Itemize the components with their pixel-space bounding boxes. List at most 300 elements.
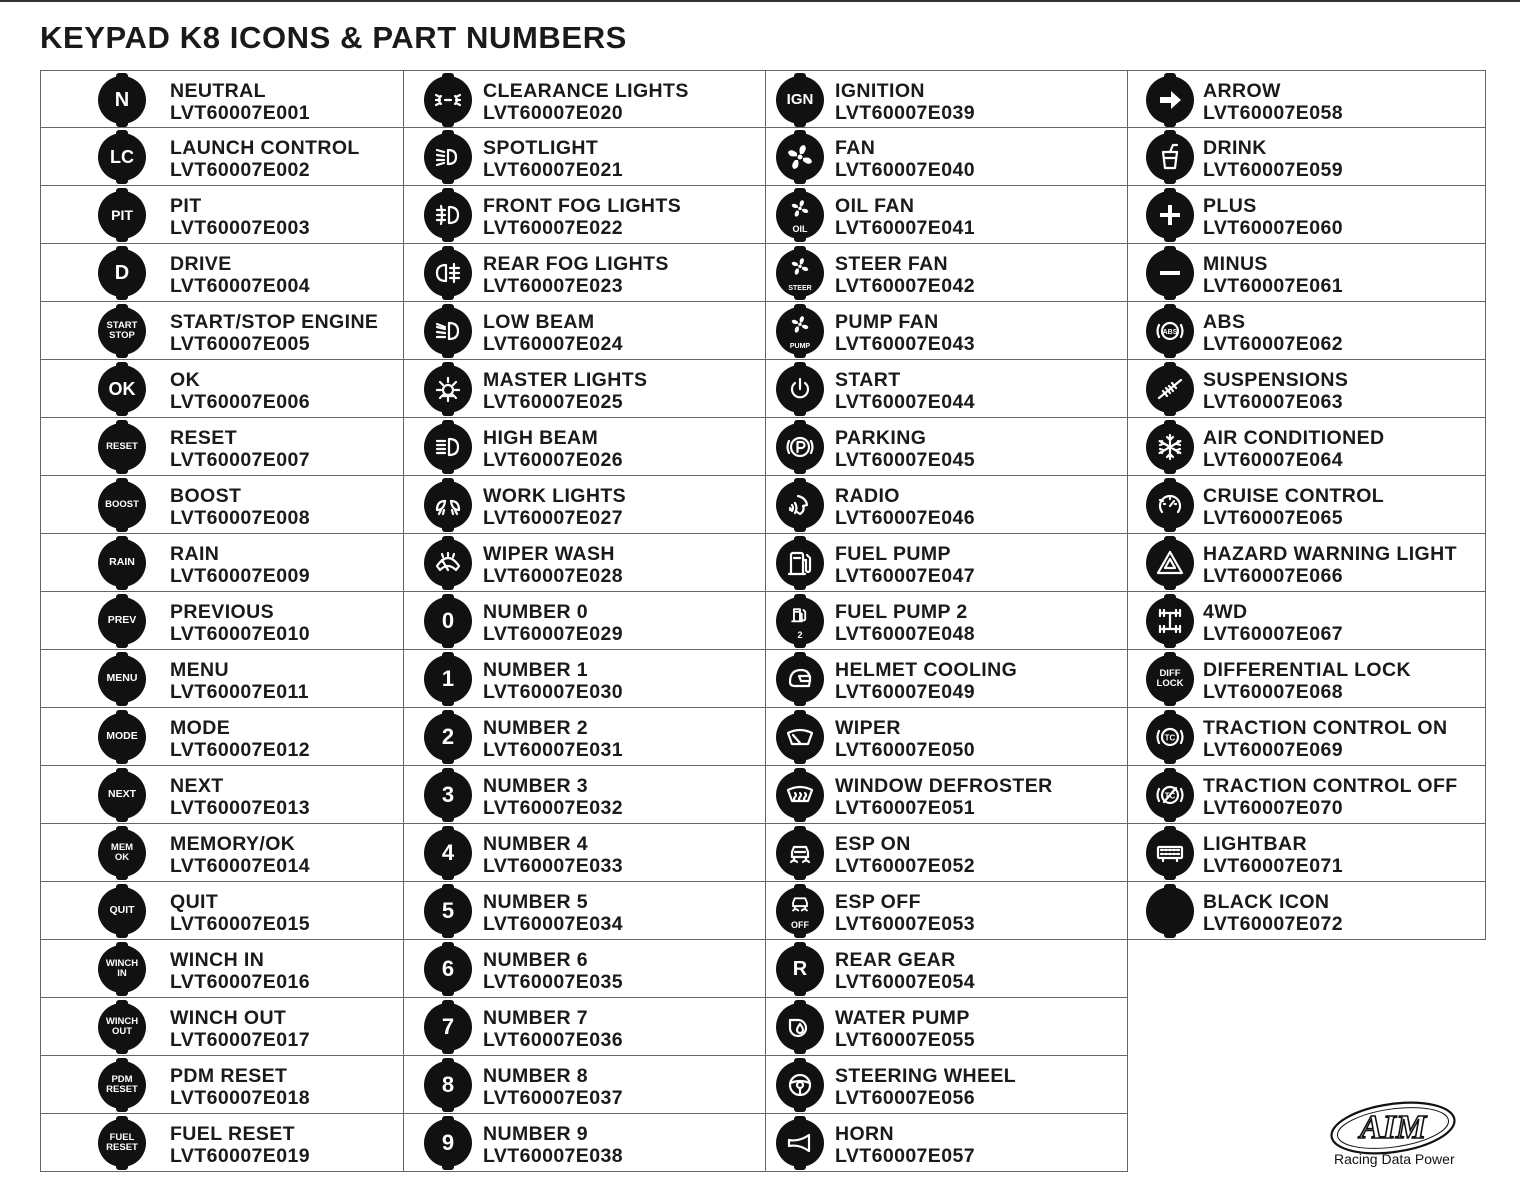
- icon-mount-tab: [442, 768, 454, 773]
- part-number: LVT60007E005: [170, 332, 310, 355]
- icon-mount-tab: [116, 701, 128, 706]
- icon-label: [170, 312, 378, 355]
- icon-mount-tab: [1164, 826, 1176, 831]
- svg-text:TC: TC: [1164, 791, 1176, 801]
- icon-mount-tab: [442, 362, 454, 367]
- helmet-icon: [776, 655, 824, 703]
- icon-cell: [1128, 592, 1486, 650]
- icon-cell: [766, 940, 1128, 998]
- part-number: LVT60007E023: [483, 274, 623, 297]
- icon-mount-tab: [794, 179, 806, 184]
- icon-label: [835, 312, 975, 355]
- part-number: LVT60007E009: [170, 564, 310, 587]
- icon-cell: [766, 650, 1128, 708]
- minus-icon: [1146, 249, 1194, 297]
- icon-mount-tab: [116, 759, 128, 764]
- icon-name: DRIVE: [170, 253, 232, 275]
- water-pump-icon: [776, 1003, 824, 1051]
- icon-mount-tab: [794, 826, 806, 831]
- part-number: LVT60007E020: [483, 101, 623, 124]
- icon-mount-tab: [1164, 362, 1176, 367]
- icon-mount-tab: [116, 179, 128, 184]
- icon-mount-tab: [1164, 585, 1176, 590]
- icon-name: RADIO: [835, 485, 900, 507]
- icon-label: [1203, 834, 1343, 877]
- wiper-wash-icon: [424, 539, 472, 587]
- text-glyph-icon: DIFF LOCK: [1146, 655, 1194, 703]
- text-glyph-icon: RESET: [98, 423, 146, 471]
- part-number: LVT60007E065: [1203, 506, 1343, 529]
- icon-mount-tab: [442, 122, 454, 127]
- icon-mount-tab: [116, 1165, 128, 1170]
- icon-sub-label: OIL: [792, 223, 808, 234]
- icon-mount-tab: [1164, 643, 1176, 648]
- icon-label: [483, 370, 647, 413]
- part-number: LVT60007E015: [170, 912, 310, 935]
- icon-name: MINUS: [1203, 253, 1268, 275]
- part-number: LVT60007E031: [483, 738, 623, 761]
- icon-cell: [766, 476, 1128, 534]
- icon-label: [483, 950, 623, 993]
- icon-label: [483, 1066, 623, 1109]
- icon-mount-tab: [116, 1107, 128, 1112]
- icon-cell: [40, 70, 404, 128]
- icon-cell: [40, 418, 404, 476]
- icon-cell: [1128, 882, 1486, 940]
- icon-label: [1203, 602, 1343, 645]
- icon-mount-tab: [794, 991, 806, 996]
- icon-name: FRONT FOG LIGHTS: [483, 195, 682, 217]
- part-number: LVT60007E033: [483, 854, 623, 877]
- icon-cell: [40, 708, 404, 766]
- icon-name: PARKING: [835, 427, 927, 449]
- icon-name: NEUTRAL: [170, 80, 266, 102]
- icon-mount-tab: [1164, 536, 1176, 541]
- icon-mount-tab: [1164, 295, 1176, 300]
- icon-label: [835, 660, 1017, 703]
- icon-mount-tab: [442, 826, 454, 831]
- icon-cell: [766, 882, 1128, 940]
- icon-cell: [404, 244, 766, 302]
- part-number: LVT60007E071: [1203, 854, 1343, 877]
- icon-name: REAR FOG LIGHTS: [483, 253, 669, 275]
- icon-mount-tab: [1164, 594, 1176, 599]
- icon-name: WINCH OUT: [170, 1007, 287, 1029]
- icon-mount-tab: [794, 420, 806, 425]
- icon-label: [483, 718, 623, 761]
- esp-on-icon: [776, 829, 824, 877]
- fuel-pump-icon: [776, 539, 824, 587]
- icon-name: FAN: [835, 137, 876, 159]
- part-number: LVT60007E040: [835, 158, 975, 181]
- text-glyph-icon: MENU: [98, 655, 146, 703]
- icon-name: 4WD: [1203, 601, 1248, 623]
- icon-mount-tab: [794, 1000, 806, 1005]
- text-glyph-icon: PDM RESET: [98, 1061, 146, 1109]
- icon-cell: [1128, 302, 1486, 360]
- icon-label: [1203, 370, 1348, 413]
- icon-name: IGNITION: [835, 80, 925, 102]
- text-glyph-icon: 6: [424, 945, 472, 993]
- icon-name: ESP ON: [835, 833, 911, 855]
- icon-name: DRINK: [1203, 137, 1267, 159]
- part-number: LVT60007E025: [483, 390, 623, 413]
- text-glyph-icon: FUEL RESET: [98, 1119, 146, 1167]
- icon-mount-tab: [442, 884, 454, 889]
- part-number: LVT60007E068: [1203, 680, 1343, 703]
- icon-mount-tab: [1164, 130, 1176, 135]
- part-number: LVT60007E060: [1203, 216, 1343, 239]
- part-number: LVT60007E034: [483, 912, 623, 935]
- icon-cell: [1128, 186, 1486, 244]
- icon-label: [170, 370, 310, 413]
- icon-name: WORK LIGHTS: [483, 485, 627, 507]
- icon-mount-tab: [116, 710, 128, 715]
- icon-mount-tab: [794, 1058, 806, 1063]
- icon-mount-tab: [794, 130, 806, 135]
- icon-label: [835, 950, 975, 993]
- icon-mount-tab: [794, 817, 806, 822]
- icon-cell: [40, 476, 404, 534]
- text-glyph-icon: NEXT: [98, 771, 146, 819]
- icon-mount-tab: [442, 701, 454, 706]
- part-number: LVT60007E051: [835, 796, 975, 819]
- text-glyph-icon: BOOST: [98, 481, 146, 529]
- icon-label: [835, 138, 975, 181]
- text-glyph-icon: 9: [424, 1119, 472, 1167]
- icon-cell: [40, 1114, 404, 1172]
- icon-mount-tab: [1164, 420, 1176, 425]
- logo-tagline: Racing Data Power: [1334, 1151, 1455, 1167]
- icon-label: [483, 834, 623, 877]
- icon-cell: [404, 998, 766, 1056]
- icon-name: SUSPENSIONS: [1203, 369, 1349, 391]
- text-glyph-icon: 7: [424, 1003, 472, 1051]
- icon-name: WINDOW DEFROSTER: [835, 775, 1053, 797]
- wiper-icon: [776, 713, 824, 761]
- icon-cell: [404, 1056, 766, 1114]
- icon-mount-tab: [116, 991, 128, 996]
- icon-cell: [40, 882, 404, 940]
- icon-sub-label: PUMP: [789, 342, 811, 350]
- icon-label: [483, 776, 623, 819]
- icon-mount-tab: [116, 942, 128, 947]
- part-number: LVT60007E032: [483, 796, 623, 819]
- text-glyph-icon: WINCH OUT: [98, 1003, 146, 1051]
- icon-cell: [766, 1056, 1128, 1114]
- icon-mount-tab: [442, 304, 454, 309]
- icon-mount-tab: [442, 1107, 454, 1112]
- icon-mount-tab: [1164, 527, 1176, 532]
- icon-cell: [1128, 360, 1486, 418]
- icon-mount-tab: [116, 817, 128, 822]
- icon-label: [1203, 486, 1384, 529]
- icon-cell: [404, 766, 766, 824]
- icon-cell: [404, 476, 766, 534]
- part-number: LVT60007E057: [835, 1144, 975, 1167]
- icon-label: [835, 486, 975, 529]
- clearance-lights-icon: [424, 76, 472, 124]
- icon-mount-tab: [794, 768, 806, 773]
- icon-label: [170, 950, 310, 993]
- icon-name: WIPER WASH: [483, 543, 615, 565]
- icon-sub-label: 2: [797, 629, 803, 640]
- icon-mount-tab: [116, 933, 128, 938]
- icon-name: NUMBER 4: [483, 833, 589, 855]
- icon-name: ABS: [1203, 311, 1246, 333]
- icon-mount-tab: [116, 527, 128, 532]
- icon-label: [170, 81, 310, 124]
- icon-name: ARROW: [1203, 80, 1281, 102]
- icon-cell: [1128, 418, 1486, 476]
- icon-mount-tab: [442, 237, 454, 242]
- icon-mount-tab: [116, 478, 128, 483]
- part-number: LVT60007E022: [483, 216, 623, 239]
- radio-icon: [776, 481, 824, 529]
- icon-cell: [40, 534, 404, 592]
- part-number: LVT60007E008: [170, 506, 310, 529]
- icon-mount-tab: [116, 643, 128, 648]
- icon-mount-tab: [442, 991, 454, 996]
- icon-mount-tab: [442, 1116, 454, 1121]
- icon-mount-tab: [442, 875, 454, 880]
- icon-mount-tab: [794, 237, 806, 242]
- icon-cell: [1128, 70, 1486, 128]
- icon-mount-tab: [116, 826, 128, 831]
- icon-cell: [1128, 534, 1486, 592]
- icon-cell: [40, 940, 404, 998]
- part-number: LVT60007E059: [1203, 158, 1343, 181]
- part-number: LVT60007E041: [835, 216, 975, 239]
- high-beam-icon: [424, 423, 472, 471]
- icon-cell: [404, 708, 766, 766]
- icon-cell: [40, 650, 404, 708]
- icon-mount-tab: [1164, 122, 1176, 127]
- icon-cell: [40, 128, 404, 186]
- abs-icon: [1146, 307, 1194, 355]
- icon-mount-tab: [1164, 768, 1176, 773]
- part-number: LVT60007E050: [835, 738, 975, 761]
- icon-name: PLUS: [1203, 195, 1257, 217]
- text-glyph-icon: 1: [424, 655, 472, 703]
- icon-cell: [1128, 824, 1486, 882]
- icon-cell: [404, 186, 766, 244]
- icon-name: PDM RESET: [170, 1065, 288, 1087]
- icon-mount-tab: [442, 295, 454, 300]
- icon-name: NUMBER 0: [483, 601, 589, 623]
- icon-name: START/STOP ENGINE: [170, 311, 379, 333]
- icon-mount-tab: [442, 130, 454, 135]
- icon-mount-tab: [794, 933, 806, 938]
- icon-label: [835, 196, 975, 239]
- icon-cell: [766, 1114, 1128, 1172]
- icon-mount-tab: [794, 701, 806, 706]
- icon-name: RAIN: [170, 543, 220, 565]
- icon-label: [1203, 428, 1385, 471]
- icon-cell: [766, 128, 1128, 186]
- icon-mount-tab: [116, 353, 128, 358]
- icon-mount-tab: [442, 710, 454, 715]
- part-number: LVT60007E018: [170, 1086, 310, 1109]
- text-glyph-icon: 2: [424, 713, 472, 761]
- icon-sub-label: STEER: [788, 284, 812, 292]
- icon-mount-tab: [442, 1049, 454, 1054]
- icon-label: [483, 486, 626, 529]
- lightbar-icon: [1146, 829, 1194, 877]
- part-number: LVT60007E002: [170, 158, 310, 181]
- text-glyph-icon: R: [776, 945, 824, 993]
- icon-mount-tab: [116, 1058, 128, 1063]
- icon-mount-tab: [116, 188, 128, 193]
- icon-label: [483, 196, 681, 239]
- icon-label: [835, 892, 975, 935]
- icon-label: [170, 602, 310, 645]
- part-number: LVT60007E058: [1203, 101, 1343, 124]
- icon-mount-tab: [794, 759, 806, 764]
- icon-mount-tab: [794, 942, 806, 947]
- icon-mount-tab: [116, 536, 128, 541]
- icon-mount-tab: [1164, 478, 1176, 483]
- text-glyph-icon: START STOP: [98, 307, 146, 355]
- icon-mount-tab: [794, 1116, 806, 1121]
- icon-mount-tab: [442, 411, 454, 416]
- icon-mount-tab: [116, 237, 128, 242]
- icon-name: STEER FAN: [835, 253, 949, 275]
- icon-mount-tab: [794, 411, 806, 416]
- icon-label: [835, 428, 975, 471]
- icon-label: [170, 138, 360, 181]
- icon-mount-tab: [794, 246, 806, 251]
- text-glyph-icon: D: [98, 249, 146, 297]
- icon-mount-tab: [794, 478, 806, 483]
- icon-name: START: [835, 369, 901, 391]
- svg-text:ABS: ABS: [1162, 329, 1178, 336]
- icon-name: FUEL PUMP 2: [835, 601, 968, 623]
- icon-label: [483, 1008, 623, 1051]
- icon-mount-tab: [442, 527, 454, 532]
- icon-label: [835, 81, 975, 124]
- icon-mount-tab: [1164, 701, 1176, 706]
- oil-fan-icon: [776, 191, 824, 239]
- icon-mount-tab: [794, 122, 806, 127]
- icon-name: HAZARD WARNING LIGHT: [1203, 543, 1457, 565]
- icon-mount-tab: [442, 1165, 454, 1170]
- page-title: KEYPAD K8 ICONS & PART NUMBERS: [40, 20, 627, 55]
- icon-label: [835, 1008, 975, 1051]
- icon-mount-tab: [1164, 933, 1176, 938]
- icon-label: [170, 428, 310, 471]
- icon-mount-tab: [442, 759, 454, 764]
- icon-cell: [404, 650, 766, 708]
- blank-icon: [1146, 887, 1194, 935]
- icon-label: [835, 544, 975, 587]
- text-glyph-icon: 4: [424, 829, 472, 877]
- icon-mount-tab: [442, 652, 454, 657]
- icon-mount-tab: [116, 295, 128, 300]
- icon-cell: [766, 824, 1128, 882]
- part-number: LVT60007E036: [483, 1028, 623, 1051]
- part-number: LVT60007E064: [1203, 448, 1343, 471]
- icon-cell: [766, 534, 1128, 592]
- icon-label: [170, 776, 310, 819]
- icon-label: [483, 544, 623, 587]
- part-number: LVT60007E004: [170, 274, 310, 297]
- part-number: LVT60007E024: [483, 332, 623, 355]
- icon-cell: [40, 302, 404, 360]
- icon-mount-tab: [794, 652, 806, 657]
- icon-label: [1203, 196, 1343, 239]
- icon-mount-tab: [1164, 710, 1176, 715]
- icon-label: [170, 254, 310, 297]
- icon-name: DIFFERENTIAL LOCK: [1203, 659, 1411, 681]
- text-glyph-icon: IGN: [776, 76, 824, 124]
- svg-text:AIM: AIM: [1359, 1109, 1427, 1146]
- icon-name: WATER PUMP: [835, 1007, 970, 1029]
- icon-cell: [766, 70, 1128, 128]
- icon-label: [835, 1066, 1016, 1109]
- part-number: LVT60007E043: [835, 332, 975, 355]
- icon-label: [483, 428, 623, 471]
- esp-off-icon: [776, 887, 824, 935]
- text-glyph-icon: PIT: [98, 191, 146, 239]
- icon-label: [835, 834, 975, 877]
- icon-mount-tab: [1164, 353, 1176, 358]
- icon-label: [483, 602, 623, 645]
- icon-mount-tab: [116, 585, 128, 590]
- icon-cell: [766, 418, 1128, 476]
- icon-mount-tab: [116, 411, 128, 416]
- top-rule: [0, 0, 1520, 2]
- icon-mount-tab: [1164, 411, 1176, 416]
- icon-mount-tab: [116, 469, 128, 474]
- part-number: LVT60007E030: [483, 680, 623, 703]
- icon-label: [483, 892, 623, 935]
- icon-cell: [404, 360, 766, 418]
- icon-cell: [40, 592, 404, 650]
- icon-cell: [404, 940, 766, 998]
- icon-label: [1203, 81, 1343, 124]
- icon-label: [170, 544, 310, 587]
- icon-cell: [404, 882, 766, 940]
- part-number: LVT60007E017: [170, 1028, 310, 1051]
- icon-cell: [40, 244, 404, 302]
- icon-cell: [404, 302, 766, 360]
- snowflake-icon: [1146, 423, 1194, 471]
- master-lights-icon: [424, 365, 472, 413]
- icon-name: REAR GEAR: [835, 949, 956, 971]
- icon-mount-tab: [794, 353, 806, 358]
- low-beam-icon: [424, 307, 472, 355]
- defroster-icon: [776, 771, 824, 819]
- icon-mount-tab: [794, 304, 806, 309]
- icon-mount-tab: [794, 884, 806, 889]
- icon-label: [483, 1124, 623, 1167]
- icon-name: NUMBER 9: [483, 1123, 589, 1145]
- icon-name: CLEARANCE LIGHTS: [483, 80, 689, 102]
- icon-mount-tab: [442, 594, 454, 599]
- icon-mount-tab: [442, 536, 454, 541]
- part-number: LVT60007E035: [483, 970, 623, 993]
- icon-label: [1203, 254, 1343, 297]
- icon-name: NUMBER 8: [483, 1065, 589, 1087]
- part-number: LVT60007E072: [1203, 912, 1343, 935]
- icon-cell: [766, 360, 1128, 418]
- icon-cell: [1128, 244, 1486, 302]
- icon-name: STEERING WHEEL: [835, 1065, 1017, 1087]
- icon-cell: [766, 302, 1128, 360]
- part-number: LVT60007E047: [835, 564, 975, 587]
- icon-name: SPOTLIGHT: [483, 137, 599, 159]
